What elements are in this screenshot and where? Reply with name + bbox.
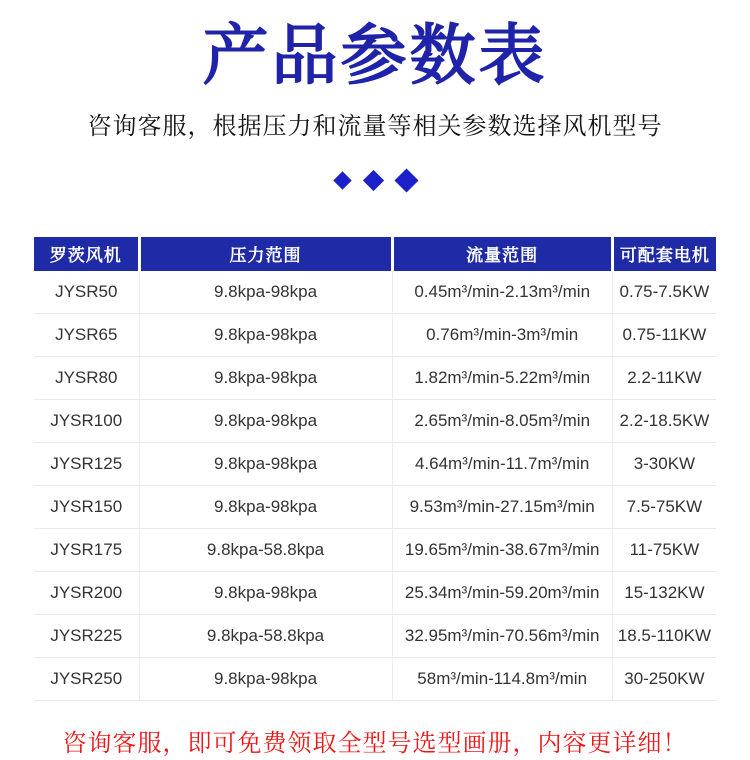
table-cell: 25.34m³/min-59.20m³/min xyxy=(392,571,612,614)
table-cell: 9.8kpa-58.8kpa xyxy=(139,614,392,657)
table-row xyxy=(34,399,716,442)
table-cell: 9.8kpa-98kpa xyxy=(139,356,392,399)
table-cell: 15-132KW xyxy=(612,571,716,614)
column-header-pressure: 压力范围 xyxy=(139,237,392,271)
table-row xyxy=(34,442,716,485)
table-cell: 0.75-11KW xyxy=(612,313,716,356)
table-cell: 9.8kpa-98kpa xyxy=(139,399,392,442)
footer-note: 咨询客服，即可免费领取全型号选型画册，内容更详细！ xyxy=(62,729,688,757)
table-row xyxy=(34,485,716,528)
table-cell: JYSR125 xyxy=(34,442,139,485)
table-cell: 30-250KW xyxy=(612,657,716,700)
table-row xyxy=(34,356,716,399)
table-cell: 9.53m³/min-27.15m³/min xyxy=(392,485,612,528)
diamond-icon xyxy=(333,172,351,190)
table-cell: 18.5-110KW xyxy=(612,614,716,657)
column-header-model: 罗茨风机 xyxy=(34,237,139,271)
table-cell: 9.8kpa-98kpa xyxy=(139,657,392,700)
table-row xyxy=(34,657,716,700)
table-cell: 19.65m³/min-38.67m³/min xyxy=(392,528,612,571)
table-cell: 9.8kpa-98kpa xyxy=(139,571,392,614)
table-cell: JYSR175 xyxy=(34,528,139,571)
table-row xyxy=(34,271,716,314)
table-cell: 4.64m³/min-11.7m³/min xyxy=(392,442,612,485)
table-row xyxy=(34,571,716,614)
table-cell: 2.2-11KW xyxy=(612,356,716,399)
page-title: 产品参数表 xyxy=(202,18,548,92)
table-cell: JYSR225 xyxy=(34,614,139,657)
table-cell: 7.5-75KW xyxy=(612,485,716,528)
table-cell: JYSR100 xyxy=(34,399,139,442)
table-cell: JYSR65 xyxy=(34,313,139,356)
table-header-row xyxy=(34,237,716,271)
table-cell: JYSR250 xyxy=(34,657,139,700)
table-cell: 32.95m³/min-70.56m³/min xyxy=(392,614,612,657)
table-cell: 58m³/min-114.8m³/min xyxy=(392,657,612,700)
table-cell: 9.8kpa-58.8kpa xyxy=(139,528,392,571)
table-cell: 11-75KW xyxy=(612,528,716,571)
table-cell: 0.76m³/min-3m³/min xyxy=(392,313,612,356)
diamond-divider xyxy=(0,171,750,191)
page-subtitle: 咨询客服，根据压力和流量等相关参数选择风机型号 xyxy=(87,112,663,140)
table-cell: 9.8kpa-98kpa xyxy=(139,313,392,356)
table-cell: 2.65m³/min-8.05m³/min xyxy=(392,399,612,442)
table-cell: 9.8kpa-98kpa xyxy=(139,442,392,485)
table-cell: 3-30KW xyxy=(612,442,716,485)
table-cell: JYSR200 xyxy=(34,571,139,614)
table-cell: 0.45m³/min-2.13m³/min xyxy=(392,271,612,314)
diamond-icon xyxy=(362,170,383,191)
column-header-flow: 流量范围 xyxy=(392,237,612,271)
table-cell: JYSR80 xyxy=(34,356,139,399)
product-spec-table xyxy=(34,237,716,701)
table-cell: 2.2-18.5KW xyxy=(612,399,716,442)
table-cell: 1.82m³/min-5.22m³/min xyxy=(392,356,612,399)
column-header-motor: 可配套电机 xyxy=(612,237,716,271)
table-row xyxy=(34,528,716,571)
table-cell: 0.75-7.5KW xyxy=(612,271,716,314)
table-cell: JYSR150 xyxy=(34,485,139,528)
table-cell: JYSR50 xyxy=(34,271,139,314)
diamond-icon xyxy=(394,169,418,193)
table-row xyxy=(34,614,716,657)
table-body xyxy=(34,271,716,701)
table-cell: 9.8kpa-98kpa xyxy=(139,485,392,528)
table-cell: 9.8kpa-98kpa xyxy=(139,271,392,314)
table-row xyxy=(34,313,716,356)
